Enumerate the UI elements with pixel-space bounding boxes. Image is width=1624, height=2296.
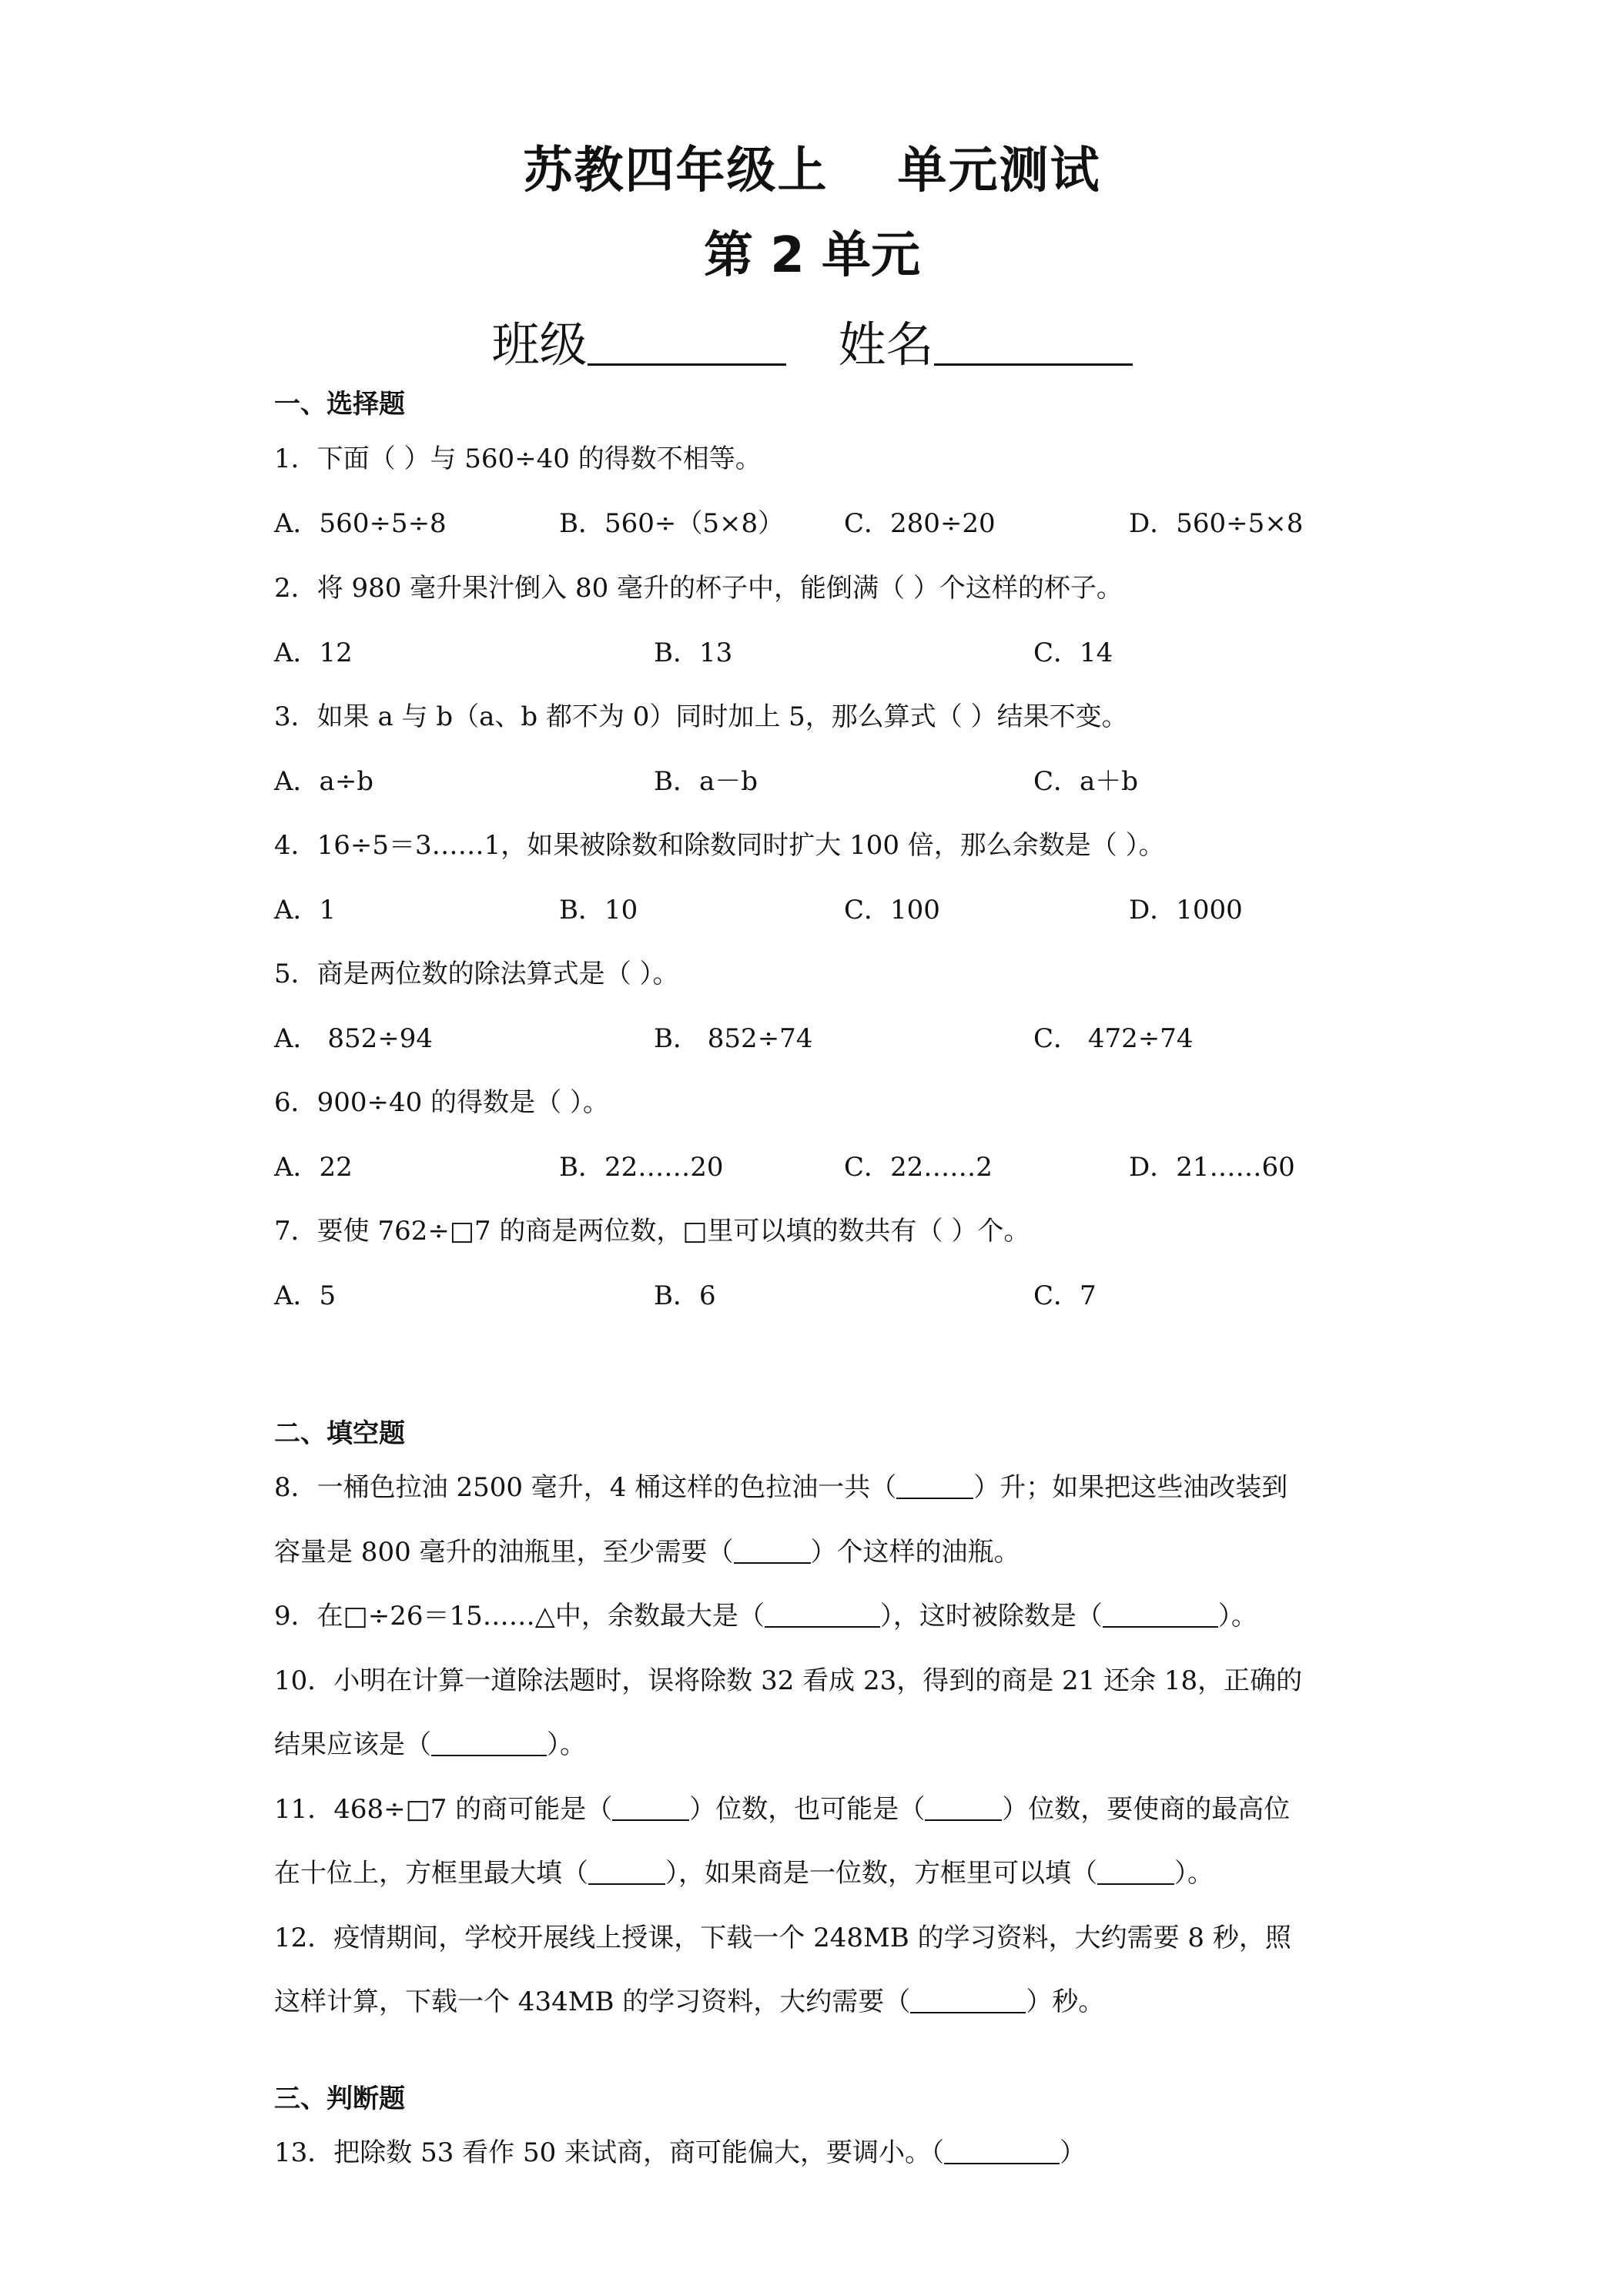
answer-blank[interactable] <box>588 1860 665 1885</box>
answer-blank[interactable] <box>1103 1603 1218 1628</box>
answer-blank[interactable] <box>1097 1860 1174 1885</box>
name-blank[interactable] <box>934 317 1133 366</box>
question-stem: 7．要使 762÷□7 的商是两位数，□里可以填的数共有（ ）个。 <box>274 1216 1030 1247</box>
option-row <box>274 631 1352 668</box>
option[interactable]: D．21……60 <box>1129 1152 1295 1183</box>
question-stem: 10．小明在计算一道除法题时，误将除数 32 看成 23，得到的商是 21 还余 18，正确的 <box>274 1665 1303 1696</box>
question-stem: 2．将 980 毫升果汁倒入 80 毫升的杯子中，能倒满（ ）个这样的杯子。 <box>274 573 1123 604</box>
question-stem: 9．在□÷26＝15……△中，余数最大是（ ），这时被除数是（ ）。 <box>274 1601 1257 1632</box>
option-row <box>274 760 1352 797</box>
question-stem: 12．疫情期间，学校开展线上授课，下载一个 248MB 的学习资料，大约需要 8 秒，照 <box>274 1923 1291 1953</box>
option[interactable]: A．5 <box>274 1280 337 1311</box>
option[interactable]: D．560÷5×8 <box>1129 508 1304 539</box>
option[interactable]: B．13 <box>654 638 733 668</box>
option[interactable]: C．7 <box>1033 1280 1097 1311</box>
name-label: 姓名 <box>838 316 934 373</box>
section-heading: 二、填空题 <box>274 1418 405 1449</box>
title-grade: 苏教四年级上 <box>523 142 829 199</box>
option[interactable]: A． 852÷94 <box>274 1023 434 1054</box>
question-stem: 13．把除数 53 看作 50 来试商，商可能偏大，要调小。（ ） <box>274 2137 1087 2168</box>
answer-blank[interactable] <box>734 1539 811 1564</box>
question-stem: 4．16÷5＝3……1，如果被除数和除数同时扩大 100 倍，那么余数是（ ）。 <box>274 830 1165 861</box>
option[interactable]: A．a÷b <box>274 766 374 797</box>
option-row <box>274 889 1352 925</box>
option[interactable]: C．a＋b <box>1033 766 1139 797</box>
question-stem: 容量是 800 毫升的油瓶里，至少需要（ ）个这样的油瓶。 <box>274 1537 1020 1568</box>
question-stem: 8．一桶色拉油 2500 毫升，4 桶这样的色拉油一共（ ）升；如果把这些油改装到 <box>274 1472 1288 1503</box>
option[interactable]: B．6 <box>654 1280 716 1311</box>
section-heading: 三、判断题 <box>274 2083 405 2114</box>
question-stem: 5．商是两位数的除法算式是（ ）。 <box>274 959 679 989</box>
option[interactable]: C． 472÷74 <box>1033 1023 1194 1054</box>
option-row <box>274 1017 1352 1054</box>
option[interactable]: B．a－b <box>654 766 758 797</box>
option[interactable]: B． 852÷74 <box>654 1023 813 1054</box>
question-stem: 3．如果 a 与 b（a、b 都不为 0）同时加上 5，那么算式（ ）结果不变。 <box>274 701 1128 732</box>
page-title <box>0 131 1624 202</box>
class-label: 班级 <box>491 316 588 373</box>
option[interactable]: C．14 <box>1033 638 1113 668</box>
title-test: 单元测试 <box>897 142 1101 199</box>
page-subtitle: 第 2 单元 <box>703 227 921 284</box>
question-stem: 在十位上，方框里最大填（ ），如果商是一位数，方框里可以填（ ）。 <box>274 1858 1214 1889</box>
option[interactable]: D．1000 <box>1129 895 1243 925</box>
section-heading: 一、选择题 <box>274 389 405 420</box>
option[interactable]: C．280÷20 <box>844 508 996 539</box>
answer-blank[interactable] <box>765 1603 880 1628</box>
question-stem: 11．468÷□7 的商可能是（ ）位数，也可能是（ ）位数，要使商的最高位 <box>274 1794 1291 1825</box>
option-row <box>274 502 1352 539</box>
option[interactable]: C．22……2 <box>844 1152 993 1183</box>
answer-blank[interactable] <box>431 1732 547 1756</box>
option-row <box>274 1146 1352 1183</box>
option-row <box>274 1274 1352 1311</box>
answer-blank[interactable] <box>612 1796 689 1821</box>
option[interactable]: A．22 <box>274 1152 353 1183</box>
option[interactable]: A．560÷5÷8 <box>274 508 447 539</box>
class-blank[interactable] <box>588 317 786 366</box>
answer-blank[interactable] <box>944 2140 1060 2164</box>
option[interactable]: A．1 <box>274 895 337 925</box>
question-stem: 6．900÷40 的得数是（ ）。 <box>274 1087 609 1118</box>
question-stem: 结果应该是（ ）。 <box>274 1729 586 1760</box>
answer-blank[interactable] <box>925 1796 1002 1821</box>
student-info-line <box>0 306 1624 375</box>
answer-blank[interactable] <box>910 1989 1026 2013</box>
option[interactable]: A．12 <box>274 638 353 668</box>
question-stem: 这样计算，下载一个 434MB 的学习资料，大约需要（ ）秒。 <box>274 1986 1105 2017</box>
option[interactable]: C．100 <box>844 895 940 925</box>
option[interactable]: B．560÷（5×8） <box>559 508 785 539</box>
answer-blank[interactable] <box>896 1474 973 1499</box>
question-stem: 1．下面（ ）与 560÷40 的得数不相等。 <box>274 443 762 474</box>
option[interactable]: B．22……20 <box>559 1152 724 1183</box>
option[interactable]: B．10 <box>559 895 638 925</box>
